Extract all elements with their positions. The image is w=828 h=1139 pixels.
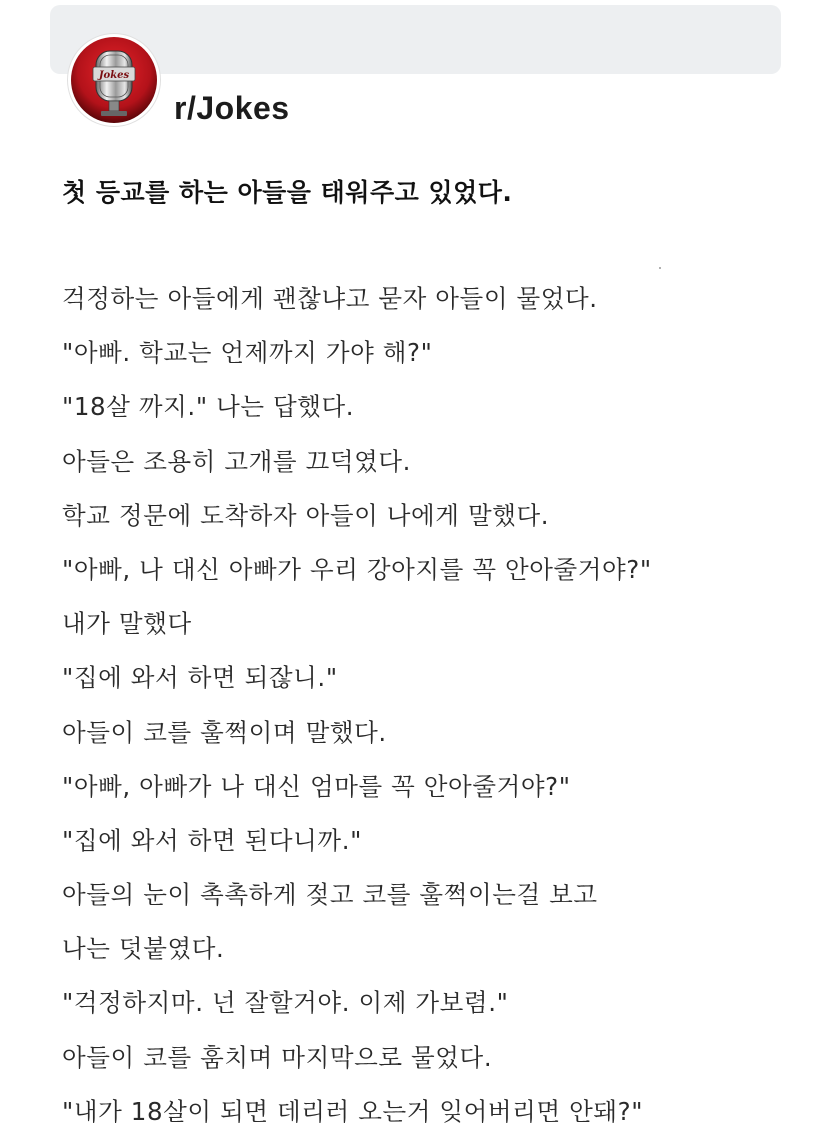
post-body-line: 내가 말했다 — [62, 609, 192, 639]
post-body-line: "아빠, 나 대신 아빠가 우리 강아지를 꼭 안아줄거야?" — [62, 554, 652, 584]
post-body-line: 나는 덧붙였다. — [62, 934, 225, 964]
post-body-line: 아들의 눈이 촉촉하게 젖고 코를 훌쩍이는걸 보고 — [62, 880, 598, 910]
post-body-line: "집에 와서 하면 된다니까." — [62, 825, 362, 855]
svg-text:Jokes: Jokes — [98, 70, 130, 81]
subreddit-banner — [50, 5, 781, 74]
post-body — [62, 272, 652, 1139]
post-body-line: 아들이 코를 훔치며 마지막으로 물었다. — [62, 1042, 493, 1072]
post-title: 첫 등교를 하는 아들을 태워주고 있었다. — [62, 178, 513, 207]
post-body-line: "집에 와서 하면 되잖니." — [62, 663, 338, 693]
jokes-microphone-icon — [71, 37, 157, 123]
post-body-line: "아빠, 아빠가 나 대신 엄마를 꼭 안아줄거야?" — [62, 771, 571, 801]
image-artifact-dot — [659, 267, 661, 269]
post-body-line: 학교 정문에 도착하자 아들이 나에게 말했다. — [62, 500, 550, 530]
subreddit-avatar[interactable] — [68, 34, 160, 126]
post-body-line: "걱정하지마. 넌 잘할거야. 이제 가보렴." — [62, 988, 509, 1018]
subreddit-name[interactable]: r/Jokes — [174, 90, 290, 126]
post-body-line: "아빠. 학교는 언제까지 가야 해?" — [62, 338, 433, 368]
post-body-line: 아들은 조용히 고개를 끄덕였다. — [62, 446, 412, 476]
post-body-line: "18살 까지." 나는 답했다. — [62, 392, 355, 422]
post-body-line: 아들이 코를 훌쩍이며 말했다. — [62, 717, 387, 747]
post-body-line: "내가 18살이 되면 데리러 오는거 잊어버리면 안돼?" — [62, 1096, 644, 1126]
post-body-line: 걱정하는 아들에게 괜찮냐고 묻자 아들이 물었다. — [62, 284, 598, 313]
